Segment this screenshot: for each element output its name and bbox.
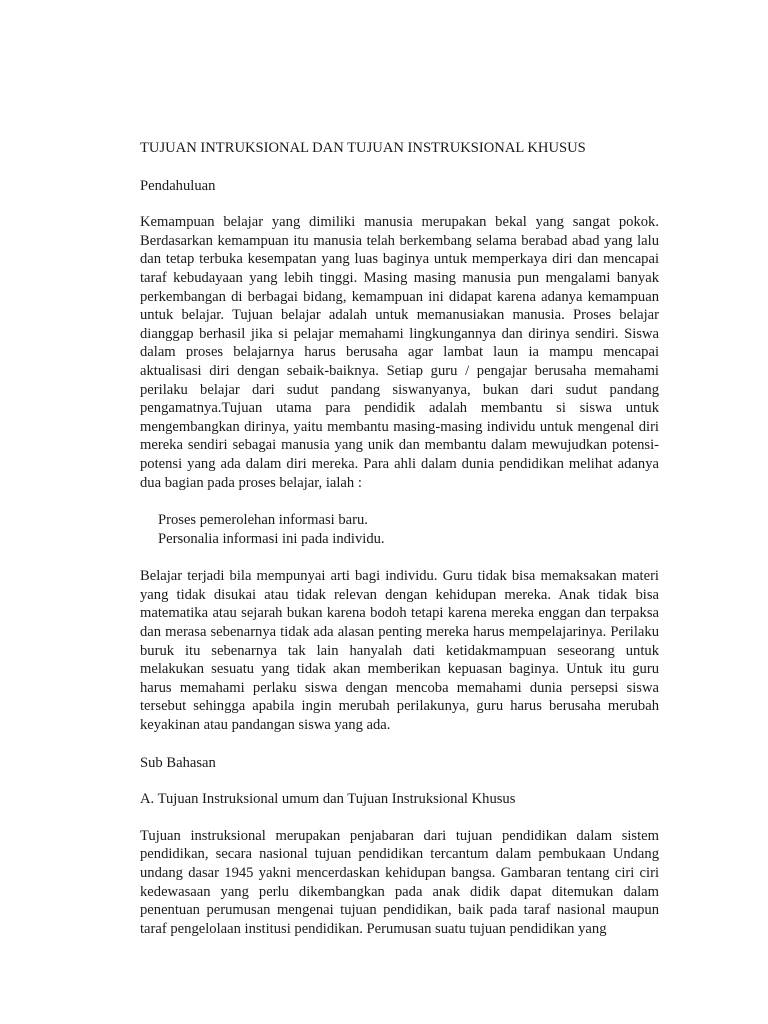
learning-paragraph: Belajar terjadi bila mempunyai arti bagi individu. Guru tidak bisa memaksakan materi yang tidak disukai atau tidak relevan dengan kehidupan mereka. Anak tidak bisa matematika atau sejarah bukan karena bodoh tetapi karena mereka enggan dan terpaksa dan merasa sebenarnya tidak ada alasan penting mereka harus mempelajarinya. Perilaku buruk itu sebenarnya tak lain hanyalah dati ketidakmampuan seseorang untuk melakukan sesuatu yang tidak akan memberikan kepuasan baginya. Untuk itu guru harus memahami perlaku siswa dengan mencoba memahami dunia persepsi siswa tersebut sehingga apabila ingin merubah perilakunya, guru harus berusaha merubah keyakinan atau pandangan siswa yang ada. [140,568,659,734]
document-page [140,139,659,938]
section-heading-pendahuluan: Pendahuluan [140,177,216,194]
list-item: Proses pemerolehan informasi baru. [158,512,368,529]
subsection-heading-a: A. Tujuan Instruksional umum dan Tujuan Instruksional Khusus [140,791,516,808]
intro-paragraph: Kemampuan belajar yang dimiliki manusia merupakan bekal yang sangat pokok. Berdasarkan kemampuan itu manusia telah berkembang selama berabad abad yang lalu dan tetap terbuka kesempatan yang luas baginya untuk memperkaya diri dan mencapai taraf kebudayaan yang lebih tinggi. Masing masing manusia pun mengalami banyak perkembangan di berbagai bidang, kemampuan ini didapat karena adanya kemampuan untuk belajar. Tujuan belajar adalah untuk memanusiakan manusia. Proses belajar dianggap berhasil jika si pelajar memahami lingkungannya dan dirinya sendiri. Siswa dalam proses belajarnya harus berusaha agar lambat laun ia mampu mencapai aktualisasi diri dengan sebaik-baiknya. Setiap guru / pengajar berusaha memahami perilaku belajar dari sudut pandang siswanyanya, bukan dari sudut pandang pengamatnya.Tujuan utama para pendidik adalah membantu si siswa untuk mengembangkan dirinya, yaitu membantu masing-masing individu untuk mengenal diri mereka sendiri sebagai manusia yang unik dan membantu dalam mewujudkan potensi-potensi yang ada dalam diri mereka. Para ahli dalam dunia pendidikan melihat adanya dua bagian pada proses belajar, ialah : [140,214,659,491]
section-heading-sub-bahasan: Sub Bahasan [140,754,216,771]
list-item: Personalia informasi ini pada individu. [158,530,385,547]
learning-process-list [140,511,659,548]
instructional-paragraph: Tujuan instruksional merupakan penjabaran dari tujuan pendidikan dalam sistem pendidikan, secara nasional tujuan pendidikan tercantum dalam pembukaan Undang undang dasar 1945 yakni mencerdaskan kehidupan bangsa. Gambaran tentang ciri ciri kedewasaan yang perlu dikembangkan pada anak didik dapat ditemukan dalam penentuan perumusan mengenai tujuan pendidikan, baik pada taraf nasional maupun taraf pengelolaan institusi pendidikan. Perumusan suatu tujuan pendidikan yang [140,827,659,937]
document-title: TUJUAN INTRUKSIONAL DAN TUJUAN INSTRUKSIONAL KHUSUS [140,140,586,156]
